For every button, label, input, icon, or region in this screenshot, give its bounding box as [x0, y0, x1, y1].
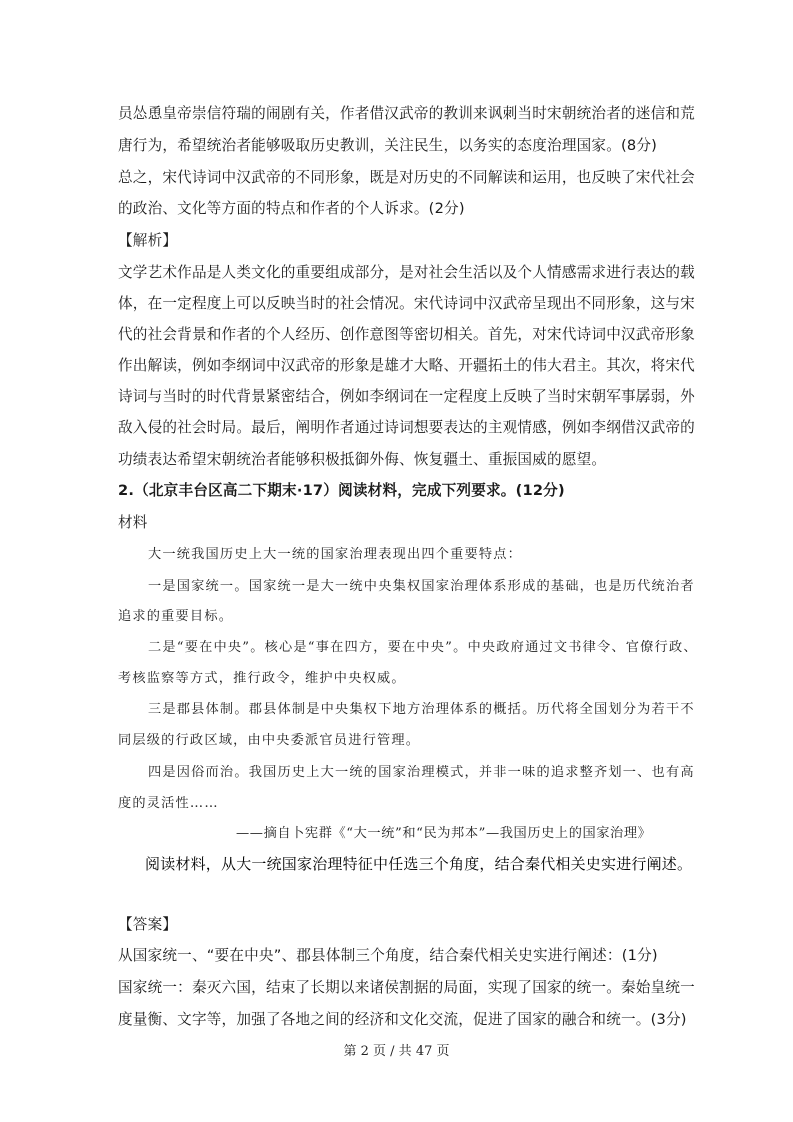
analysis-line: 文学艺术作品是人类文化的重要组成部分，是对社会生活以及个人情感需求进行表达的载 — [118, 264, 695, 281]
answer-continuation-line: 唐行为，希望统治者能够吸取历史教训，关注民生，以务实的态度治理国家。(8分) — [118, 137, 658, 154]
material-line: 同层级的行政区域，由中央委派官员进行管理。 — [118, 733, 421, 748]
question-title: 2.（北京丰台区高二下期末·17）阅读材料，完成下列要求。(12分) — [118, 482, 565, 499]
material-source: ——摘自卜宪群《“大一统”和“民为邦本”—我国历史上的国家治理》 — [236, 826, 652, 841]
analysis-heading: 【解析】 — [118, 232, 178, 249]
answer-line: 从国家统一、“要在中央”、郡县体制三个角度，结合秦代相关史实进行阐述：(1分) — [118, 947, 658, 964]
answer-continuation-line: 员怂恿皇帝崇信符瑞的闹剧有关，作者借汉武帝的教训来讽刺当时宋朝统治者的迷信和荒 — [118, 105, 695, 122]
answer-line: 国家统一：秦灭六国，结束了长期以来诸侯割据的局面，实现了国家的统一。秦始皇统一 — [118, 979, 695, 996]
material-line: 追求的重要目标。 — [118, 609, 234, 624]
material-label: 材料 — [118, 514, 148, 531]
analysis-line: 作出解读，例如李纲词中汉武帝的形象是雄才大略、开疆拓土的伟大君主。其次，将宋代 — [118, 357, 695, 374]
analysis-line: 体，在一定程度上可以反映当时的社会情况。宋代诗词中汉武帝呈现出不同形象，这与宋 — [118, 295, 695, 312]
analysis-line: 敌入侵的社会时局。最后，阐明作者通过诗词想要表达的主观情感，例如李纲借汉武帝的 — [118, 419, 695, 436]
answer-line: 度量衡、文字等，加强了各地之间的经济和文化交流，促进了国家的融合和统一。(3分) — [118, 1011, 687, 1028]
material-line: 四是因俗而治。我国历史上大一统的国家治理模式，并非一味的追求整齐划一、也有高 — [148, 765, 695, 780]
analysis-line: 诗词与当时的时代背景紧密结合，例如李纲词在一定程度上反映了当时宋朝军事孱弱，外 — [118, 388, 695, 405]
summary-line: 的政治、文化等方面的特点和作者的个人诉求。(2分) — [118, 200, 465, 217]
material-line: 三是郡县体制。郡县体制是中央集权下地方治理体系的概括。历代将全国划分为若干不 — [148, 702, 695, 717]
material-line: 大一统我国历史上大一统的国家治理表现出四个重要特点： — [148, 547, 523, 562]
material-line: 度的灵活性…… — [118, 796, 219, 811]
analysis-line: 功绩表达希望宋朝统治者能够积极抵御外侮、恢复疆土、重振国威的愿望。 — [118, 451, 607, 468]
material-line: 二是“要在中央”。核心是“事在四方，要在中央”。中央政府通过文书律令、官僚行政、 — [148, 640, 698, 655]
page-footer: 第 2 页 / 共 47 页 — [343, 1044, 450, 1059]
question-task: 阅读材料，从大一统国家治理特征中任选三个角度，结合秦代相关史实进行阐述。 — [145, 855, 693, 873]
answer-heading: 【答案】 — [118, 916, 178, 933]
material-line: 一是国家统一。国家统一是大一统中央集权国家治理体系形成的基础，也是历代统治者 — [148, 579, 695, 594]
analysis-line: 代的社会背景和作者的个人经历、创作意图等密切相关。首先，对宋代诗词中汉武帝形象 — [118, 326, 695, 343]
summary-line: 总之，宋代诗词中汉武帝的不同形象，既是对历史的不同解读和运用，也反映了宋代社会 — [118, 169, 695, 186]
material-line: 考核监察等方式，推行政令，维护中央权威。 — [118, 671, 406, 686]
